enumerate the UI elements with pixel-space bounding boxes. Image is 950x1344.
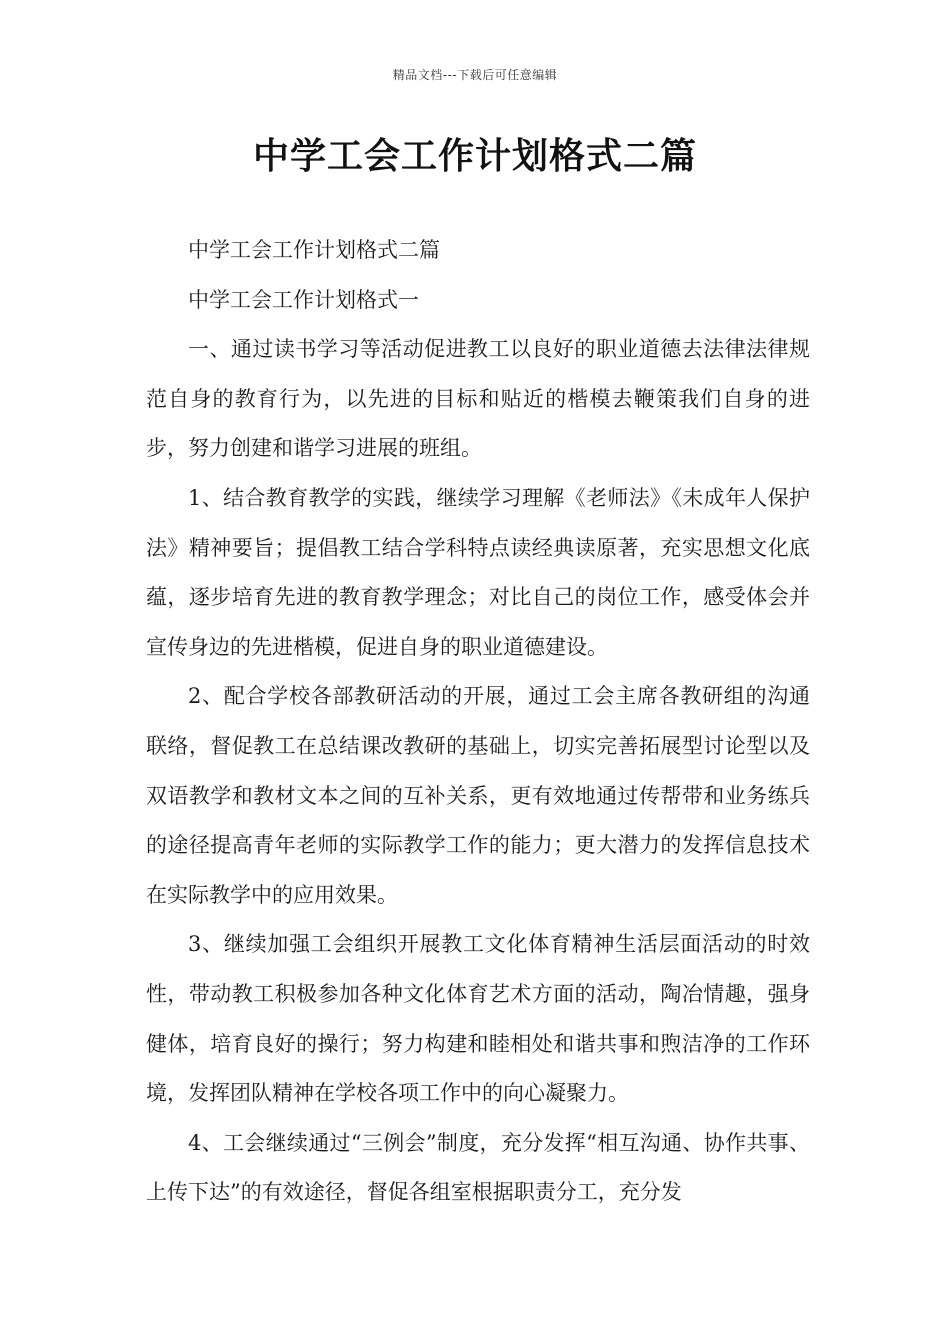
paragraph: 4、工会继续通过“三例会”制度，充分发挥“相互沟通、协作共事、上传下达”的有效途径，督促各组室根据职责分工，充分发 bbox=[146, 1130, 810, 1205]
paragraph: 中学工会工作计划格式一 bbox=[188, 287, 419, 312]
document-body bbox=[146, 226, 810, 1218]
paragraph: 一、通过读书学习等活动促进教工以良好的职业道德去法律法律规范自身的教育行为，以先进的目标和贴近的楷模去鞭策我们自身的进步，努力创建和谐学习进展的班组。 bbox=[146, 337, 810, 461]
paragraph: 中学工会工作计划格式二篇 bbox=[188, 238, 440, 262]
paragraph: 2、配合学校各部教研活动的开展，通过工会主席各教研组的沟通联络，督促教工在总结课改教研的基础上，切实完善拓展型讨论型以及双语教学和教材文本之间的互补关系，更有效地通过传帮带和业务练兵的途径提高青年老师的实际教学工作的能力；更大潜力的发挥信息技术在实际教学中的应用效果。 bbox=[146, 684, 810, 907]
document-title: 中学工会工作计划格式二篇 bbox=[252, 136, 697, 177]
paragraph: 3、继续加强工会组织开展教工文化体育精神生活层面活动的时效性，带动教工积极参加各种文化体育艺术方面的活动，陶冶情趣，强身健体，培育良好的操行；努力构建和睦相处和谐共事和煦洁净的工作环境，发挥团队精神在学校各项工作中的向心凝聚力。 bbox=[146, 932, 810, 1106]
paragraph: 1、结合教育教学的实践，继续学习理解《老师法》《未成年人保护法》精神要旨；提倡教工结合学科特点读经典读原著，充实思想文化底蕴，逐步培育先进的教育教学理念；对比自己的岗位工作，感受体会并宣传身边的先进楷模，促进自身的职业道德建设。 bbox=[146, 485, 810, 659]
header-note: 精品文档---下载后可任意编辑 bbox=[392, 68, 558, 82]
